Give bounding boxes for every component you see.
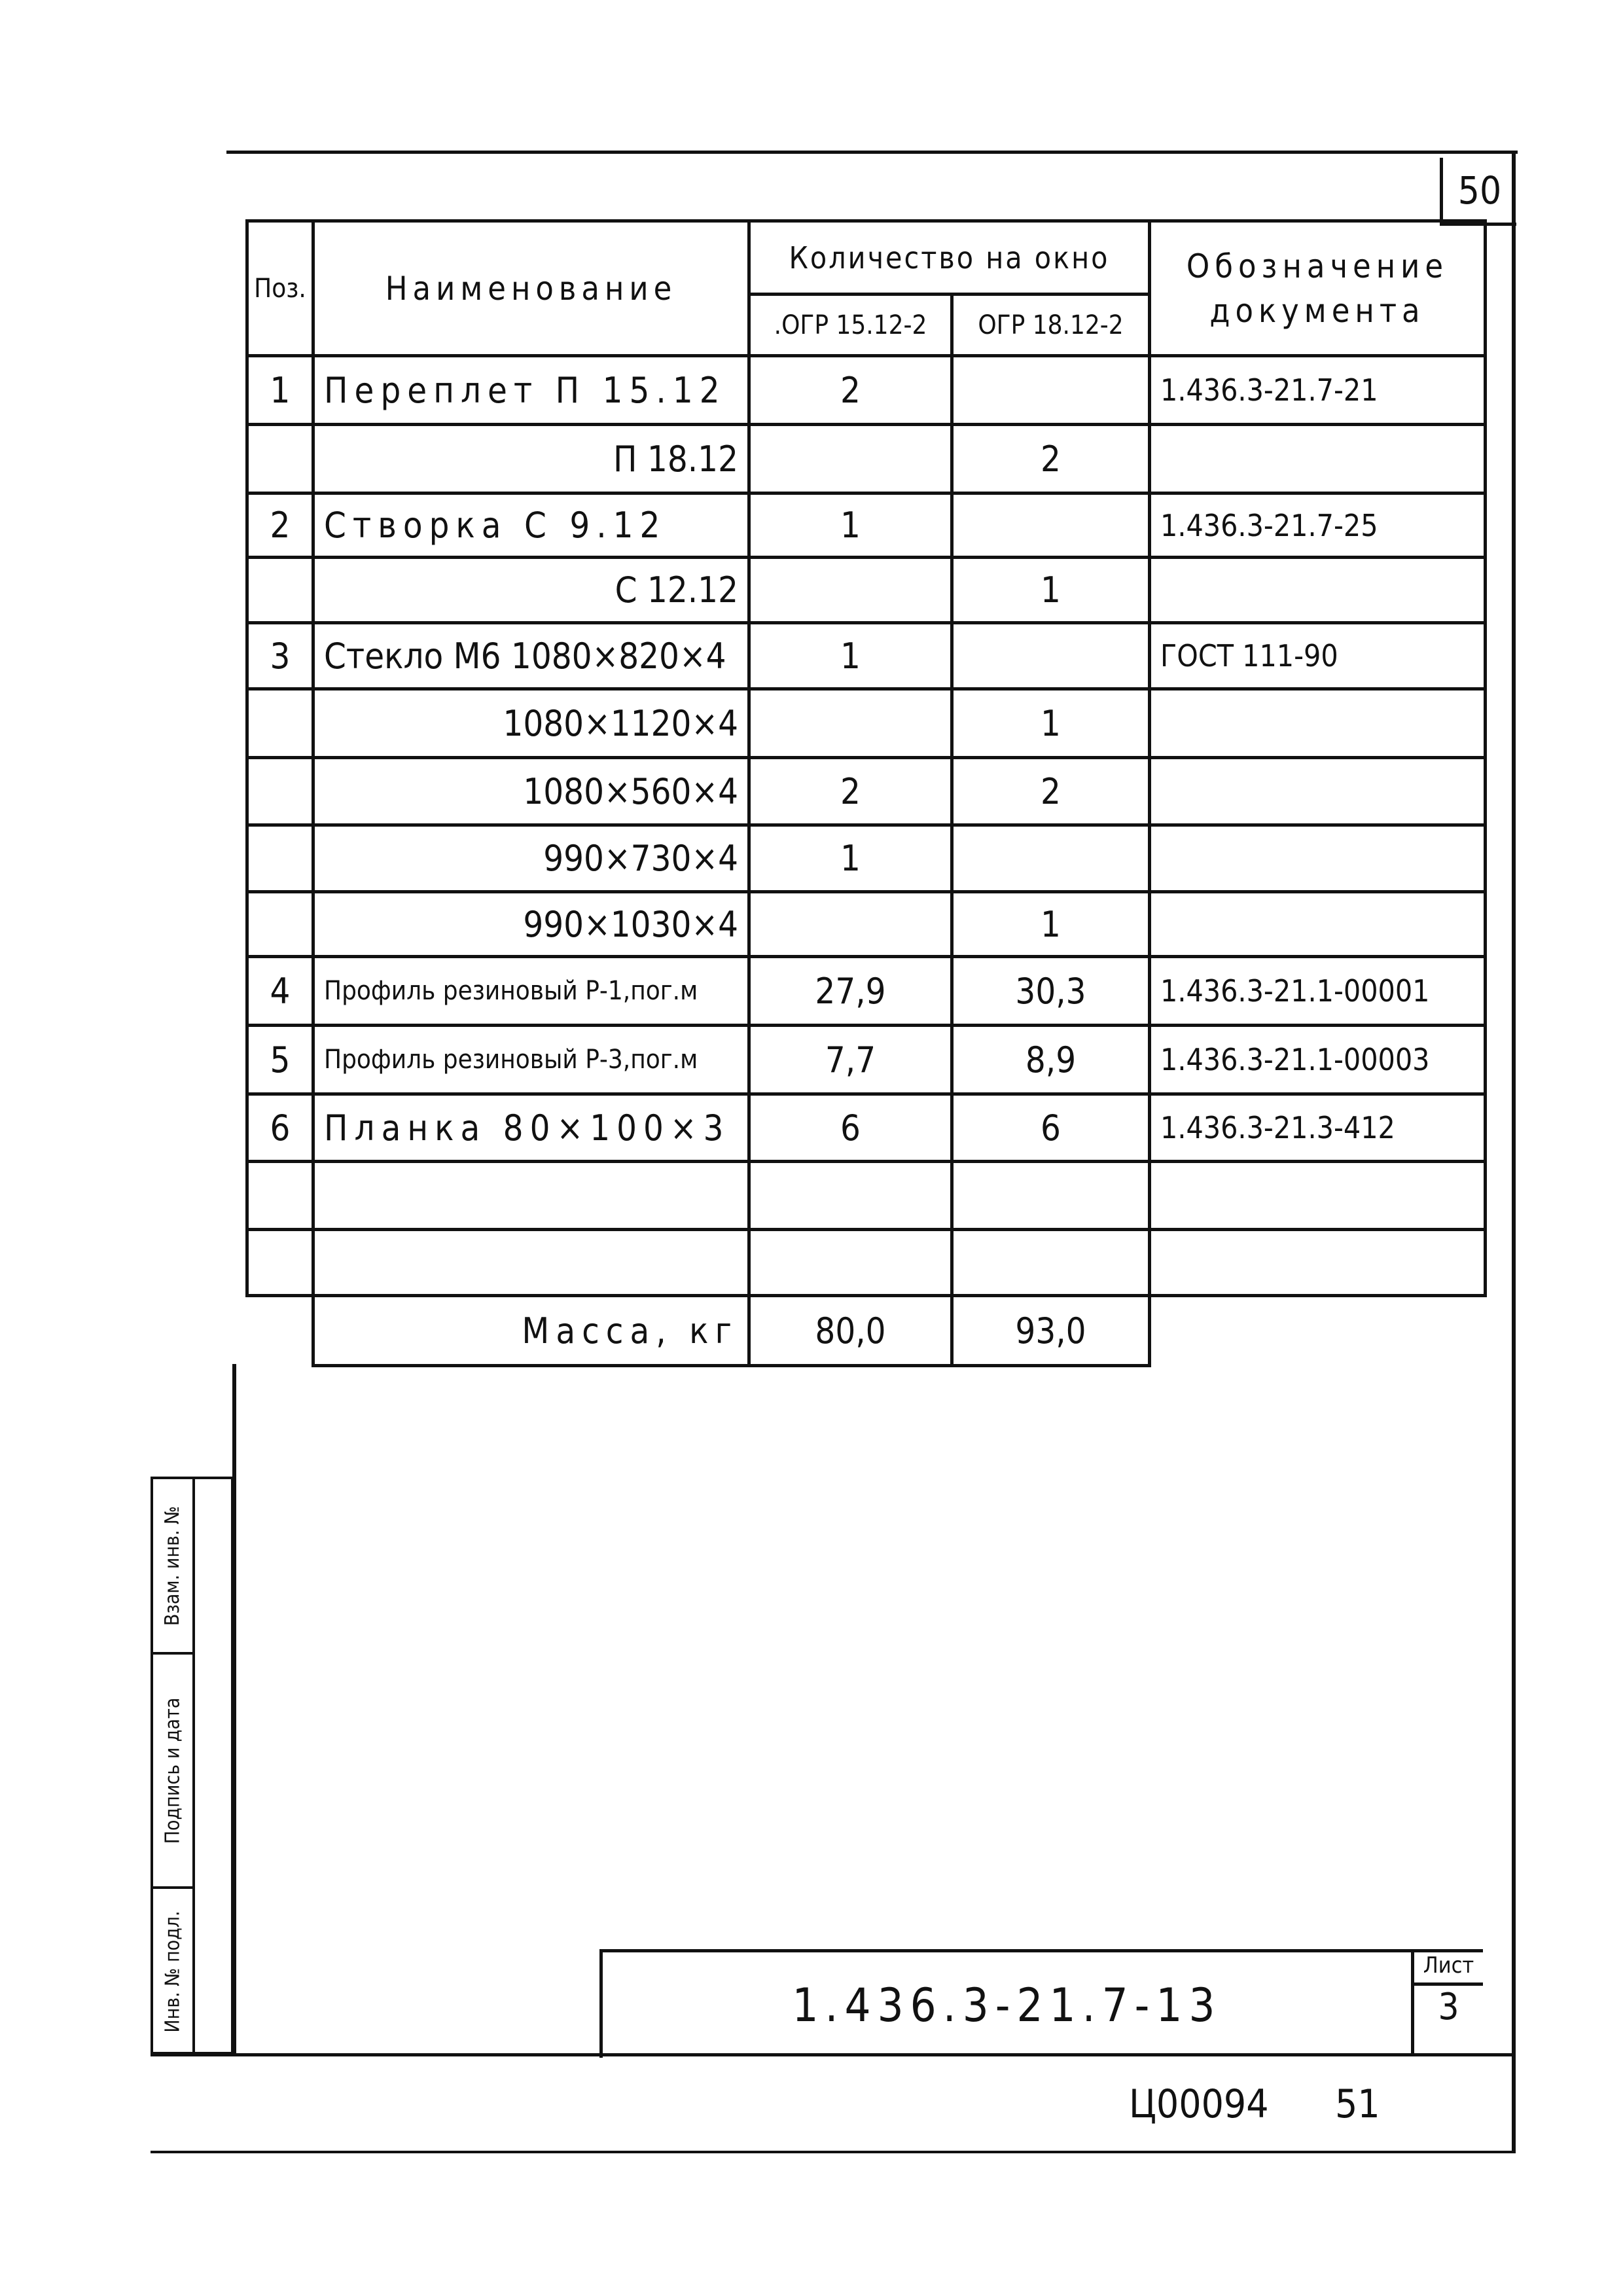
row-qty-ogr-15: 2: [749, 356, 952, 425]
row-qty-ogr-18: [952, 1230, 1150, 1296]
table-row: [247, 356, 1486, 425]
row-doc: [1150, 1162, 1486, 1230]
row-qty-ogr-15: 1: [749, 493, 952, 558]
row-qty-ogr-15: 1: [749, 825, 952, 892]
row-name: Планка 80×100×3: [313, 1094, 749, 1162]
row-doc: 1.436.3-21.1-00001: [1150, 957, 1486, 1026]
row-qty-ogr-18: 8,9: [952, 1026, 1150, 1094]
header-doc: Обозначение документа: [1150, 221, 1486, 356]
stamp-replace-inv: Взам. инв. №: [161, 1505, 185, 1626]
mass-ogr-18: 93,0: [952, 1296, 1150, 1366]
row-name: Стекло М6 1080×820×4: [313, 623, 749, 689]
row-doc: [1150, 892, 1486, 957]
row-pos: 6: [247, 1094, 313, 1162]
row-qty-ogr-18: 1: [952, 689, 1150, 758]
row-qty-ogr-15: [749, 425, 952, 493]
row-pos: [247, 892, 313, 957]
row-qty-ogr-18: 6: [952, 1094, 1150, 1162]
row-name: 990×730×4: [313, 825, 749, 892]
stamp-sign-date: Подпись и дата: [161, 1697, 185, 1844]
row-doc: [1150, 825, 1486, 892]
mass-label: Масса, кг: [313, 1296, 749, 1366]
side-stamp: [151, 1477, 234, 2054]
row-pos: [247, 689, 313, 758]
row-pos: [247, 825, 313, 892]
row-doc: [1150, 558, 1486, 623]
row-pos: [247, 1230, 313, 1296]
bottom-rule: [151, 2151, 1516, 2153]
row-pos: 3: [247, 623, 313, 689]
header-pos: Поз.: [247, 221, 313, 356]
table-row: [247, 892, 1486, 957]
row-name: Профиль резиновый Р-1,пог.м: [313, 957, 749, 1026]
footer-page: 51: [1335, 2081, 1380, 2127]
row-qty-ogr-18: [952, 493, 1150, 558]
row-pos: 5: [247, 1026, 313, 1094]
row-doc: 1.436.3-21.3-412: [1150, 1094, 1486, 1162]
table-row: [247, 1094, 1486, 1162]
row-qty-ogr-18: 2: [952, 425, 1150, 493]
row-doc: 1.436.3-21.1-00003: [1150, 1026, 1486, 1094]
row-doc: ГОСТ 111-90: [1150, 623, 1486, 689]
table-row: [247, 493, 1486, 558]
stamp-inv-orig: Инв. № подл.: [161, 1910, 185, 2033]
title-block: [599, 1949, 1483, 2058]
specification-table: [245, 219, 1487, 1367]
row-qty-ogr-18: 1: [952, 892, 1150, 957]
row-qty-ogr-15: 1: [749, 623, 952, 689]
frame-right: [1512, 152, 1516, 2152]
row-qty-ogr-15: 7,7: [749, 1026, 952, 1094]
row-pos: 4: [247, 957, 313, 1026]
row-qty-ogr-18: 2: [952, 758, 1150, 825]
row-qty-ogr-15: [749, 892, 952, 957]
header-qty-ogr-18: ОГР 18.12-2: [952, 295, 1150, 356]
row-doc: 1.436.3-21.7-21: [1150, 356, 1486, 425]
row-qty-ogr-15: [749, 689, 952, 758]
row-name: С 12.12: [313, 558, 749, 623]
row-pos: 2: [247, 493, 313, 558]
row-pos: [247, 1162, 313, 1230]
row-name: 1080×1120×4: [313, 689, 749, 758]
row-name: Профиль резиновый Р-3,пог.м: [313, 1026, 749, 1094]
table-row: [247, 957, 1486, 1026]
top-rule: [226, 151, 1518, 154]
row-qty-ogr-15: 27,9: [749, 957, 952, 1026]
row-doc: [1150, 1230, 1486, 1296]
row-name: [313, 1230, 749, 1296]
row-qty-ogr-18: [952, 356, 1150, 425]
row-doc: [1150, 425, 1486, 493]
row-doc: [1150, 689, 1486, 758]
sheet-number: 3: [1438, 1986, 1459, 2028]
table-row: [247, 825, 1486, 892]
row-name: 990×1030×4: [313, 892, 749, 957]
mass-row: [247, 1296, 1486, 1366]
row-pos: [247, 558, 313, 623]
row-doc: [1150, 758, 1486, 825]
row-doc: 1.436.3-21.7-25: [1150, 493, 1486, 558]
row-qty-ogr-18: 30,3: [952, 957, 1150, 1026]
row-pos: [247, 425, 313, 493]
table-row: [247, 558, 1486, 623]
sheet-label: Лист: [1414, 1952, 1483, 1986]
row-name: Переплет П 15.12: [313, 356, 749, 425]
table-row: [247, 1162, 1486, 1230]
row-pos: [247, 758, 313, 825]
header-qty-ogr-15: .ОГР 15.12-2: [749, 295, 952, 356]
row-name: [313, 1162, 749, 1230]
row-qty-ogr-18: [952, 1162, 1150, 1230]
table-row: [247, 623, 1486, 689]
row-qty-ogr-18: [952, 825, 1150, 892]
header-qty: Количество на окно: [749, 221, 1150, 295]
row-qty-ogr-18: 1: [952, 558, 1150, 623]
page-number: 50: [1440, 158, 1516, 226]
row-pos: 1: [247, 356, 313, 425]
document-code: 1.436.3-21.7-13: [792, 1978, 1222, 2032]
row-name: Створка С 9.12: [313, 493, 749, 558]
row-name: П 18.12: [313, 425, 749, 493]
row-qty-ogr-15: 2: [749, 758, 952, 825]
sheet-box: [1411, 1952, 1483, 2054]
row-qty-ogr-18: [952, 623, 1150, 689]
table-row: [247, 1230, 1486, 1296]
table-row: [247, 425, 1486, 493]
mass-ogr-15: 80,0: [749, 1296, 952, 1366]
row-qty-ogr-15: 6: [749, 1094, 952, 1162]
table-row: [247, 1026, 1486, 1094]
row-qty-ogr-15: [749, 1162, 952, 1230]
header-name: Наименование: [313, 221, 749, 356]
row-qty-ogr-15: [749, 558, 952, 623]
table-row: [247, 758, 1486, 825]
row-name: 1080×560×4: [313, 758, 749, 825]
row-qty-ogr-15: [749, 1230, 952, 1296]
archive-number: Ц00094: [1129, 2081, 1269, 2127]
table-row: [247, 689, 1486, 758]
